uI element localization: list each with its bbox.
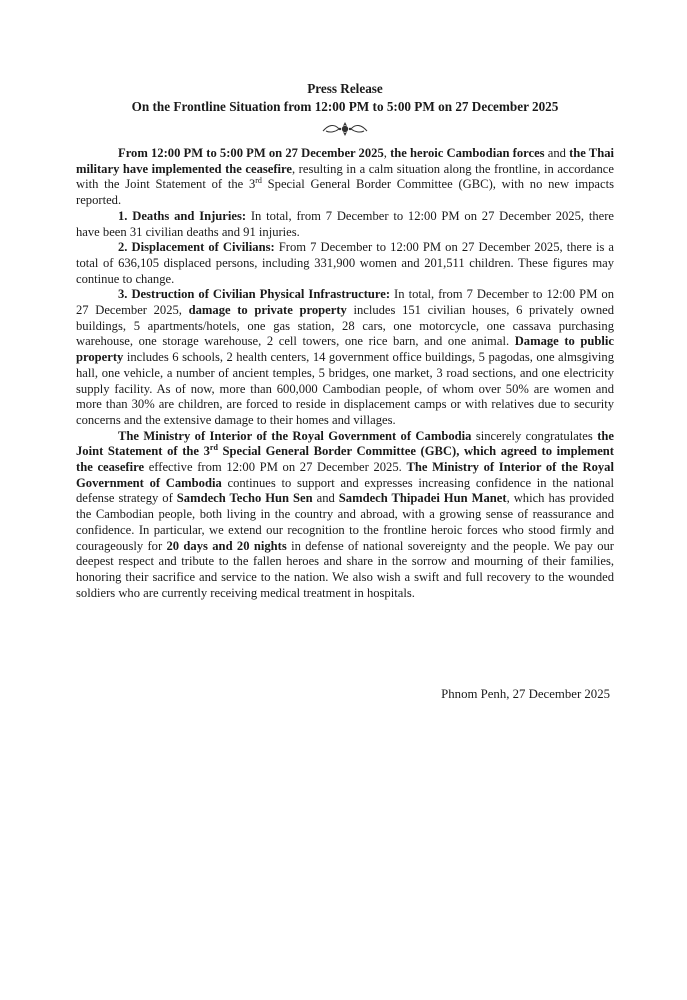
closing-paragraph: The Ministry of Interior of the Royal Government of Cambodia sincerely congratulates the Joint Statement of the 3rd Special General Border Committee (GBC), which agreed to implement the ceasefire effective from 12:00 PM on 27 December 2025. The Ministry of Interior of the Royal Government of Cambodia continues to support and expresses increasing confidence in the national defense strategy of Samdech Techo Hun Sen and Samdech Thipadei Hun Manet, which has provided the Cambodian people, both living in the country and abroad, with a growing sense of reassurance and confidence. In particular, we extend our recognition to the frontline heroic forces who stood firmly and courageously for 20 days and 20 nights in defense of national sovereignty and the people. We pay our deepest respect and tribute to the fallen heroes and share in the sorrow and mourning of their families, honoring their sacrifice and service to the nation. We also wish a swift and full recovery to the wounded soldiers who are currently receiving medical treatment in hospitals.: [76, 428, 614, 600]
document-title: Press Release: [307, 81, 383, 96]
place-date-signature: Phnom Penh, 27 December 2025: [441, 687, 610, 701]
displacement-paragraph: 2. Displacement of Civilians: From 7 December to 12:00 PM on 27 December 2025, there is a total of 636,105 displaced persons, including 331,900 women and 201,511 children. These figures may continue to change.: [76, 240, 614, 286]
infrastructure-paragraph: 3. Destruction of Civilian Physical Infrastructure: In total, from 7 December to 12:00 PM on 27 December 2025, damage to private property includes 151 civilian houses, 6 privately owned buildings, 5 apartments/hotels, one gas station, 28 cars, one motorcycle, one cassava purchasing warehouse, one storage warehouse, 2 cell towers, one rice barn, and one animal. Damage to public property includes 6 schools, 2 health centers, 14 government office buildings, 5 pagodas, one almsgiving hall, one vehicle, a number of ancient temples, 5 bridges, one market, 3 road sections, and one electricity supply facility. As of now, more than 600,000 Cambodian people, of whom over 50% are women and more than 30% are children, are forced to reside in displacement camps or with relatives due to security concerns and the extensive damage to their homes and villages.: [76, 287, 615, 427]
intro-paragraph: From 12:00 PM to 5:00 PM on 27 December 2025, the heroic Cambodian forces and the Thai military have implemented the ceasefire, resulting in a calm situation along the frontline, in accordance with the Joint Statement of the 3rd Special General Border Committee (GBC), with no new impacts reported.: [76, 146, 614, 208]
decorative-flourish-icon: [76, 120, 614, 142]
deaths-injuries-paragraph: 1. Deaths and Injuries: In total, from 7 December to 12:00 PM on 27 December 2025, there have been 31 civilian deaths and 91 injuries.: [76, 208, 614, 239]
press-release-body: [76, 146, 614, 601]
document-subtitle: On the Frontline Situation from 12:00 PM to 5:00 PM on 27 December 2025: [131, 99, 559, 114]
